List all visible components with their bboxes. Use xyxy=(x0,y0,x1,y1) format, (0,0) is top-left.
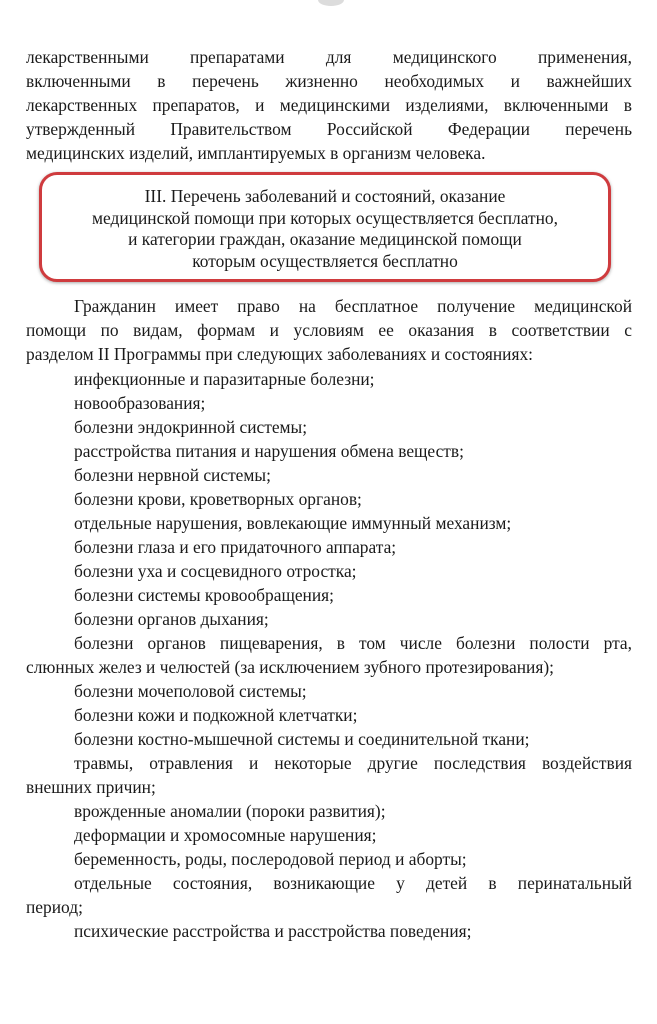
list-item-line: период; xyxy=(26,897,83,917)
list-item-line: новообразования; xyxy=(74,393,206,413)
list-item-line: врожденные аномалии (пороки развития); xyxy=(74,801,386,821)
list-item xyxy=(26,679,632,703)
list-item-line: болезни уха и сосцевидного отростка; xyxy=(74,561,357,581)
section-heading-line: медицинской помощи при которых осуществляется бесплатно, xyxy=(92,207,558,228)
list-item-line: болезни костно-мышечной системы и соединительной ткани; xyxy=(74,729,530,749)
list-item xyxy=(26,823,632,847)
list-item-line: травмы, отравления и некоторые другие последствия воздействия xyxy=(74,753,632,773)
section-heading xyxy=(39,186,611,272)
intro-line: лекарственными препаратами для медицинского применения, xyxy=(26,47,632,67)
intro-line: включенными в перечень жизненно необходимых и важнейших xyxy=(26,71,632,91)
list-item xyxy=(26,439,632,463)
list-item xyxy=(26,415,632,439)
list-item-line: инфекционные и паразитарные болезни; xyxy=(74,369,375,389)
list-item xyxy=(26,607,632,631)
list-item-line: болезни эндокринной системы; xyxy=(74,417,308,437)
list-item-line: отдельные состояния, возникающие у детей в перинатальный xyxy=(74,873,632,893)
section-heading-line: которым осуществляется бесплатно xyxy=(192,250,458,271)
list-item-line: расстройства питания и нарушения обмена веществ; xyxy=(74,441,464,461)
list-item xyxy=(26,727,632,751)
list-item xyxy=(26,871,632,919)
section-heading-line: III. Перечень заболеваний и состояний, оказание xyxy=(144,186,506,206)
list-item-line: болезни мочеполовой системы; xyxy=(74,681,307,701)
list-item xyxy=(26,463,632,487)
list-item xyxy=(26,559,632,583)
list-item xyxy=(26,367,632,391)
paragraph-line: Гражданин имеет право на бесплатное получение медицинской xyxy=(74,296,632,316)
list-item xyxy=(26,703,632,727)
section-heading-line: и категории граждан, оказание медицинской помощи xyxy=(128,229,522,249)
list-item-line: болезни глаза и его придаточного аппарата; xyxy=(74,537,397,557)
rights-paragraph xyxy=(26,294,632,366)
paragraph-line: разделом II Программы при следующих заболеваниях и состояниях: xyxy=(26,344,533,364)
list-item-line: болезни органов пищеварения, в том числе болезни полости рта, xyxy=(74,633,632,653)
list-item-line: болезни крови, кроветворных органов; xyxy=(74,489,362,509)
list-item-line: внешних причин; xyxy=(26,777,156,797)
conditions-list xyxy=(26,367,632,943)
intro-line: медицинских изделий, имплантируемых в организм человека. xyxy=(26,143,486,163)
list-item xyxy=(26,535,632,559)
list-item-line: деформации и хромосомные нарушения; xyxy=(74,825,377,845)
list-item xyxy=(26,583,632,607)
list-item xyxy=(26,487,632,511)
paragraph-line: помощи по видам, формам и условиям ее оказания в соответствии с xyxy=(26,320,632,340)
list-item-line: психические расстройства и расстройства поведения; xyxy=(74,921,472,941)
list-item xyxy=(26,751,632,799)
list-item-line: болезни кожи и подкожной клетчатки; xyxy=(74,705,358,725)
list-item xyxy=(26,847,632,871)
list-item xyxy=(26,391,632,415)
list-item-line: беременность, роды, послеродовой период и аборты; xyxy=(74,849,467,869)
list-item xyxy=(26,511,632,535)
list-item-line: слюнных желез и челюстей (за исключением зубного протезирования); xyxy=(26,657,554,677)
page-edge-mark xyxy=(318,0,344,6)
list-item xyxy=(26,631,632,679)
list-item xyxy=(26,919,632,943)
list-item xyxy=(26,799,632,823)
list-item-line: отдельные нарушения, вовлекающие иммунный механизм; xyxy=(74,513,512,533)
list-item-line: болезни системы кровообращения; xyxy=(74,585,334,605)
list-item-line: болезни нервной системы; xyxy=(74,465,271,485)
intro-line: утвержденный Правительством Российской Федерации перечень xyxy=(26,119,632,139)
list-item-line: болезни органов дыхания; xyxy=(74,609,269,629)
intro-line: лекарственных препаратов, и медицинскими изделиями, включенными в xyxy=(26,95,632,115)
intro-paragraph xyxy=(26,45,632,165)
